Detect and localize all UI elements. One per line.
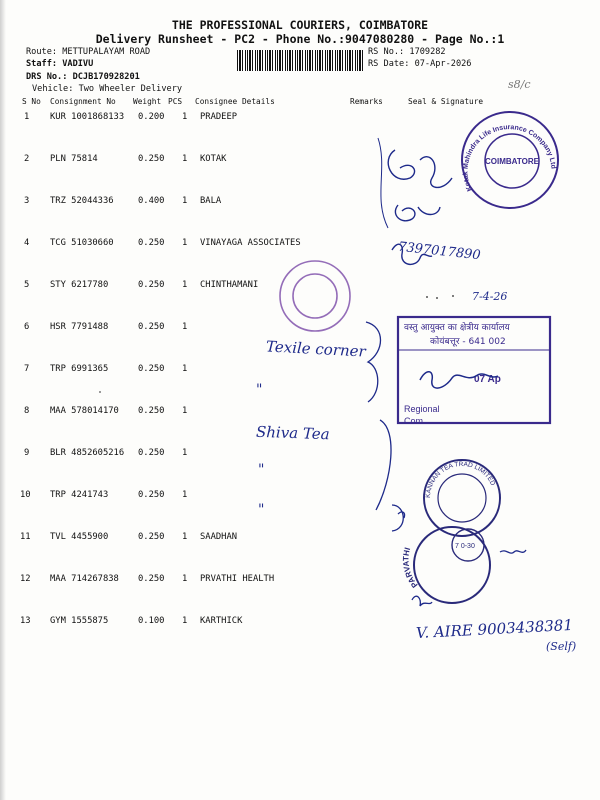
row-sno: 13 (20, 616, 31, 626)
handwritten-phone: 7397017890 (397, 239, 482, 264)
row-pcs: 1 (182, 112, 188, 122)
row-weight: 0.250 (138, 406, 165, 416)
handwritten-vaire: V. AIRE 9003438381 (415, 615, 574, 643)
row-pcs: 1 (182, 448, 188, 458)
row-pcs: 1 (182, 574, 188, 584)
handwritten-ditto-1: " (256, 382, 263, 398)
purple-round-stamp (280, 261, 350, 331)
row-consignee: VINAYAGA ASSOCIATES (200, 238, 301, 248)
vehicle-line: Vehicle: Two Wheeler Delivery (32, 84, 183, 94)
govt-rect-stamp (398, 317, 550, 426)
row-weight: 0.250 (138, 574, 165, 584)
row-sno: 8 (24, 406, 30, 416)
row-weight: 0.250 (138, 364, 165, 374)
row-consignment: BLR 4852605216 (50, 448, 125, 458)
govt-stamp-date: 07 Ap (474, 374, 501, 385)
govt-stamp-regional: Regional (404, 404, 440, 414)
company-title: THE PROFESSIONAL COURIERS, COIMBATORE (171, 18, 429, 32)
row-consignee: PRVATHI HEALTH (200, 574, 275, 584)
row-pcs: 1 (182, 490, 188, 500)
row-sno: 11 (20, 532, 31, 542)
row-consignee: CHINTHAMANI (200, 280, 259, 290)
col-sno: S No (22, 97, 41, 106)
row-consignment: TRP 6991365 (50, 364, 109, 374)
row-sno: 7 (24, 364, 30, 374)
route-line: Route: METTUPALAYAM ROAD (26, 47, 151, 57)
row-sno: 5 (24, 280, 30, 290)
tea-round-stamp (424, 460, 500, 536)
col-pcs: PCS (168, 97, 183, 106)
row-weight: 0.100 (138, 616, 165, 626)
row-pcs: 1 (182, 364, 188, 374)
row-pcs: 1 (182, 532, 188, 542)
kotak-stamp-ring: Kotak Mahindra Life Insurance Company Ltd (462, 124, 557, 193)
row-weight: 0.250 (138, 322, 165, 332)
row-sno: 6 (24, 322, 30, 332)
row-pcs: 1 (182, 280, 188, 290)
handwritten-self: (Self) (546, 640, 577, 653)
row-consignment: TRP 4241743 (50, 490, 109, 500)
row-weight: 0.250 (138, 238, 165, 248)
row-weight: 0.400 (138, 196, 165, 206)
col-consignee: Consignee Details (195, 97, 275, 106)
col-weight: Weight (133, 97, 162, 106)
row-consignee: SAADHAN (200, 532, 238, 542)
col-seal: Seal & Signature (408, 97, 484, 106)
staff-line: Staff: VADIVU (26, 59, 94, 69)
kotak-stamp-center: COIMBATORE (485, 157, 539, 166)
row-weight: 0.250 (138, 490, 165, 500)
row-sno: 2 (24, 154, 30, 164)
row-weight: 0.250 (138, 532, 165, 542)
row-consignment: STY 6217780 (50, 280, 109, 290)
row-consignee: KOTAK (200, 154, 227, 164)
row-sno: 3 (24, 196, 30, 206)
row-consignment: TVL 4455900 (50, 532, 109, 542)
row-pcs: 1 (182, 406, 188, 416)
runsheet-subtitle: Delivery Runsheet - PC2 - Phone No.:9047080280 - Page No.:1 (95, 32, 505, 46)
row-consignee: KARTHICK (200, 616, 243, 626)
row-pcs: 1 (182, 238, 188, 248)
parvathi-stamp-date: 7 0-30 (455, 543, 475, 550)
tea-stamp-ring: KANNAN TEA TRAD LIMITED (424, 460, 497, 499)
col-remarks: Remarks (350, 97, 383, 106)
drs-line: DRS No.: DCJB170928201 (26, 72, 140, 82)
row-consignment: HSR 7791488 (50, 322, 109, 332)
row-weight: 0.250 (138, 448, 165, 458)
rs-number: RS No.: 1709282 (368, 47, 446, 57)
handwritten-textile: Texile corner (265, 337, 367, 361)
row-weight: 0.250 (138, 280, 165, 290)
govt-stamp-line2: कोयंबत्तूर - 641 002 (430, 337, 506, 347)
rs-date: RS Date: 07-Apr-2026 (368, 59, 472, 69)
row-weight: 0.200 (138, 112, 165, 122)
row-sno: 9 (24, 448, 30, 458)
row-consignment: KUR 1001868133 (50, 112, 125, 122)
row-consignment: MAA 578014170 (50, 406, 119, 416)
row-pcs: 1 (182, 322, 188, 332)
row-sno: 10 (20, 490, 31, 500)
row-consignment: PLN 75814 (50, 154, 98, 164)
parvathi-stamp-ring: PARVATHI (401, 546, 420, 590)
kotak-stamp (462, 112, 558, 208)
row-consignment: TCG 51030660 (50, 238, 114, 248)
col-consignment: Consignment No (50, 97, 116, 106)
row-consignment: GYM 1555875 (50, 616, 109, 626)
handwritten-shiva: Shiva Tea (255, 422, 330, 444)
row-pcs: 1 (182, 616, 188, 626)
handwritten-ditto-2: " (258, 462, 265, 478)
handwritten-ditto-3: " (258, 502, 265, 518)
row-consignee: PRADEEP (200, 112, 238, 122)
row-consignee: BALA (200, 196, 222, 206)
row-sno: 12 (20, 574, 31, 584)
row-consignment: MAA 714267838 (50, 574, 119, 584)
row-pcs: 1 (182, 196, 188, 206)
govt-stamp-com: Com (404, 416, 424, 426)
corner-note: s8/c (508, 78, 531, 91)
row-sno: 1 (24, 112, 30, 122)
govt-stamp-line1: वस्तु आयुक्त का क्षेत्रीय कार्यालय (404, 323, 510, 333)
row-sno: 4 (24, 238, 30, 248)
row-pcs: 1 (182, 154, 188, 164)
row-weight: 0.250 (138, 154, 165, 164)
handwritten-date-note: 7-4-26 (472, 290, 508, 303)
row-consignment: TRZ 52044336 (50, 196, 114, 206)
